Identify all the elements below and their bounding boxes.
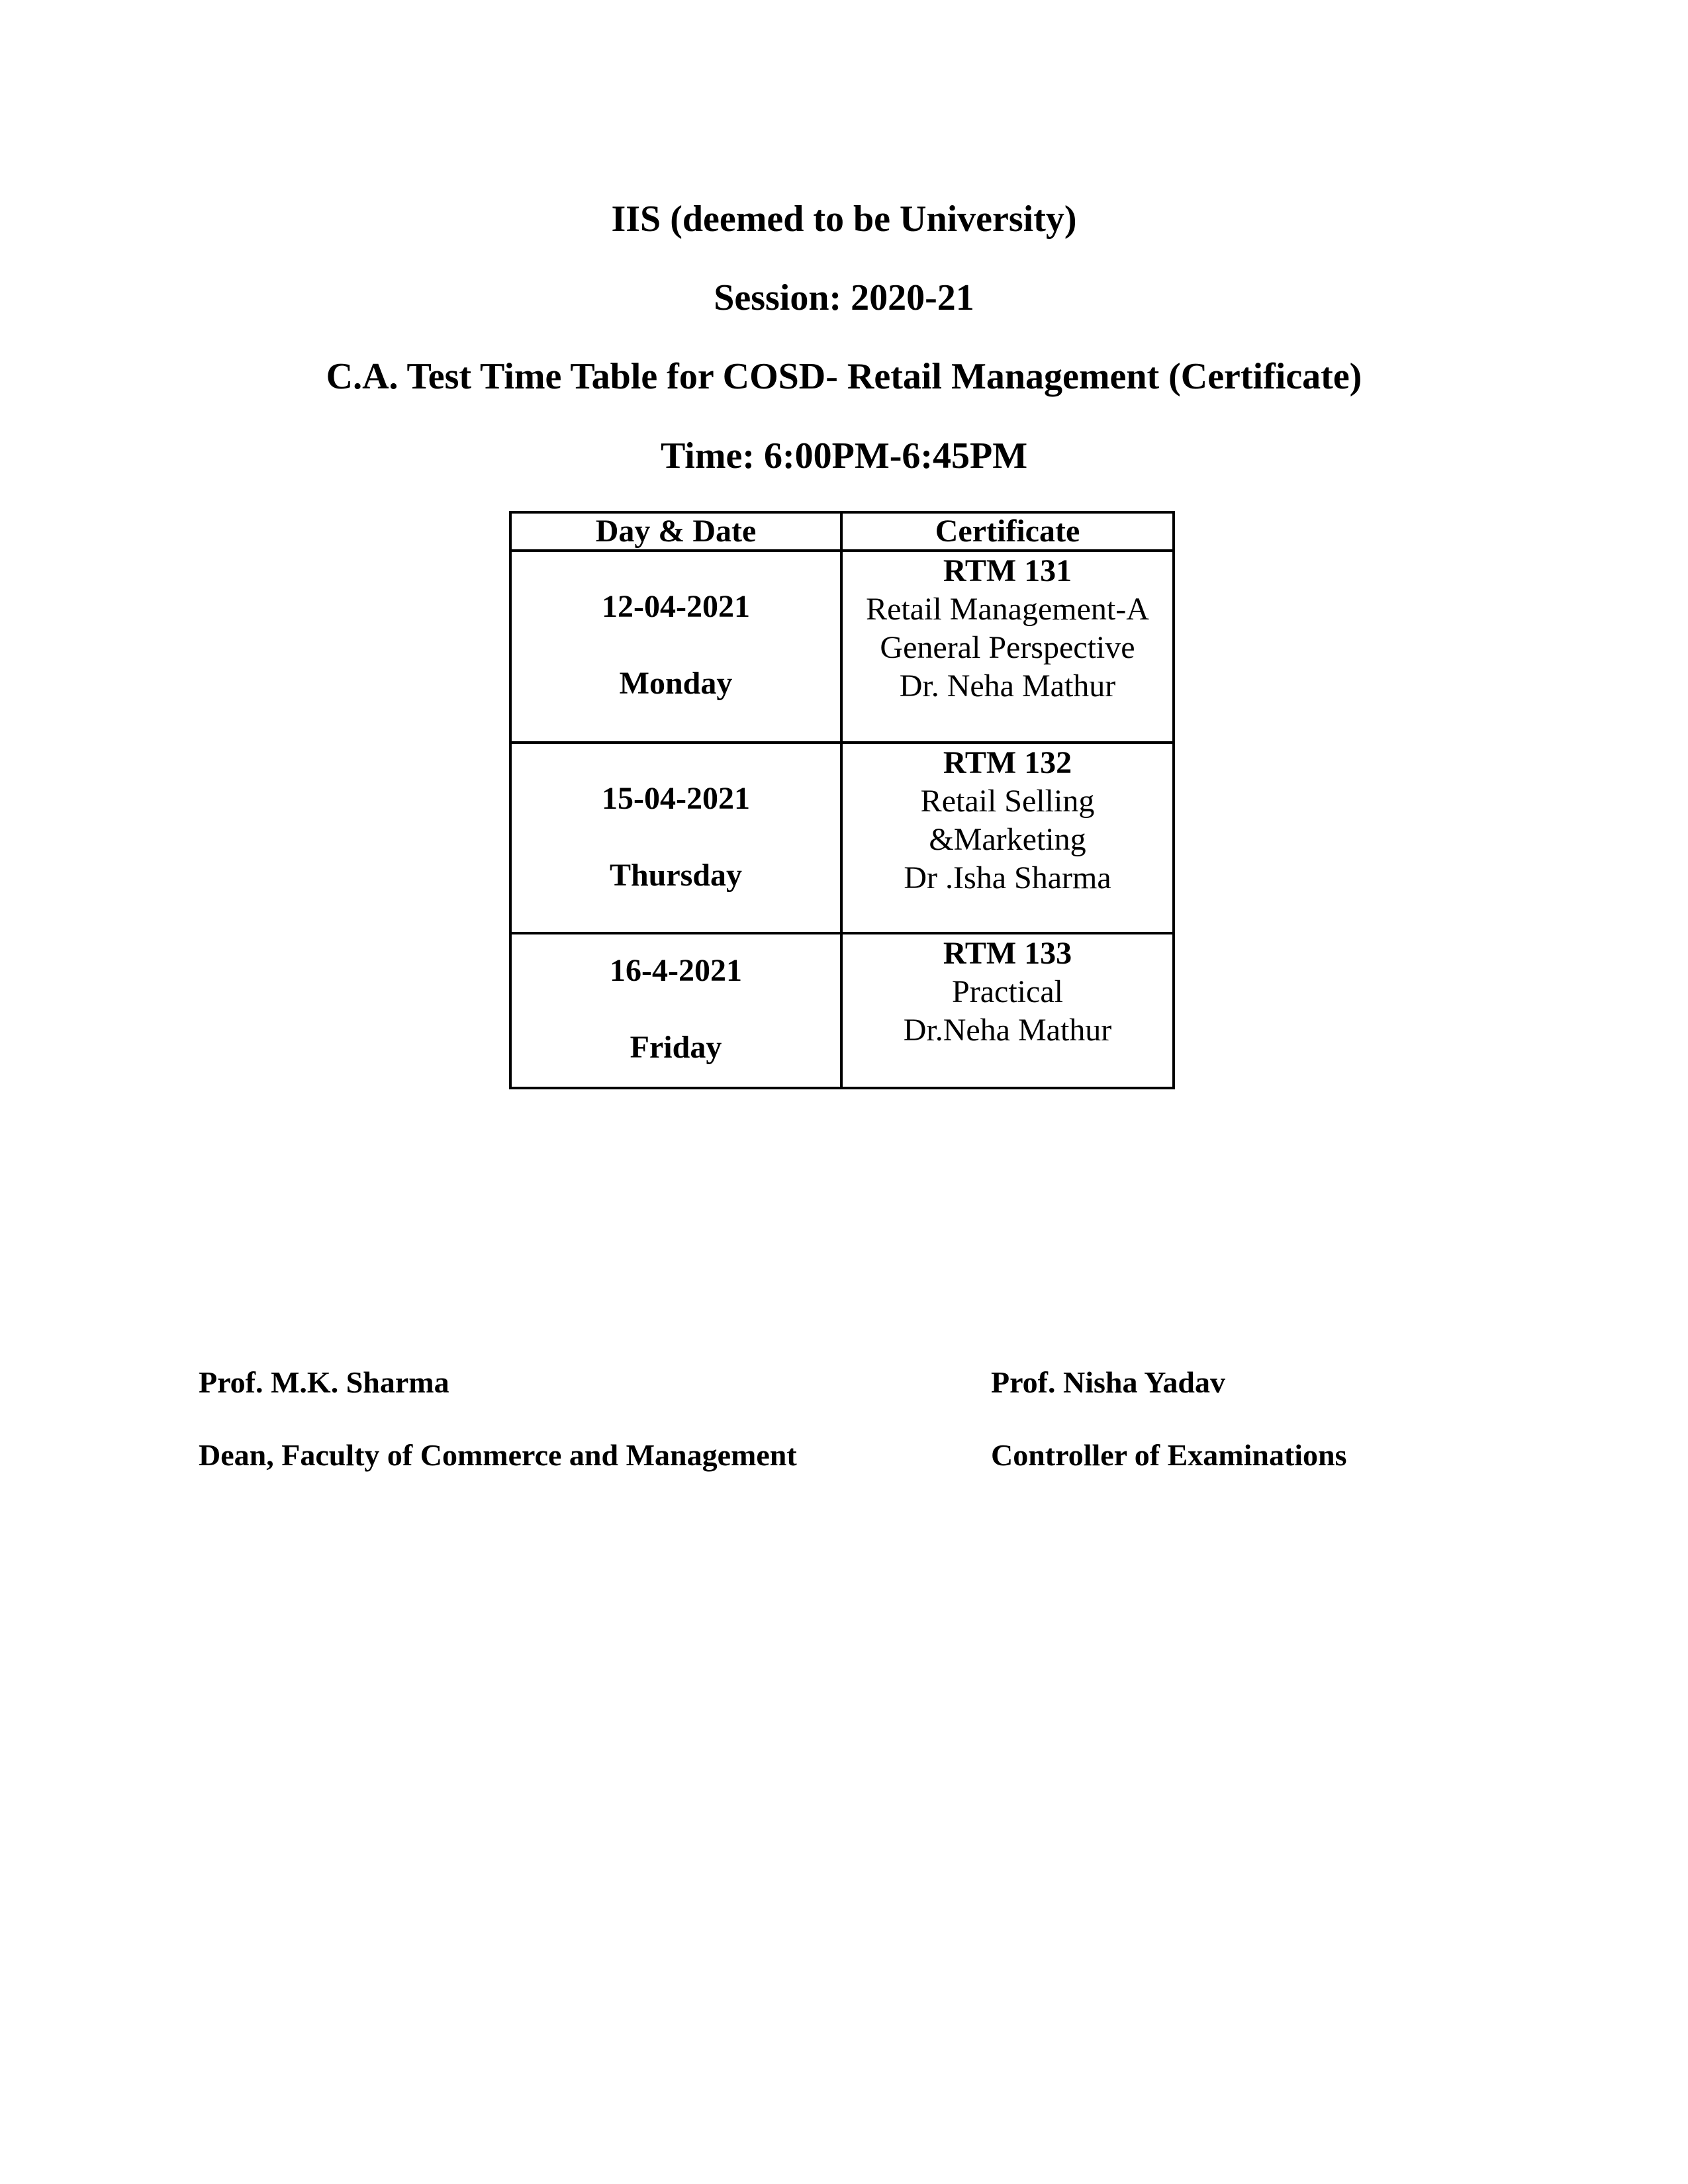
course-title-line: Retail Management-A bbox=[866, 592, 1149, 627]
certificate-cell bbox=[841, 551, 1174, 743]
university-name: IIS (deemed to be University) bbox=[611, 199, 1077, 240]
exam-day: Thursday bbox=[609, 858, 743, 893]
course-teacher: Dr .Isha Sharma bbox=[904, 860, 1111, 895]
dean-title: Dean, Faculty of Commerce and Management bbox=[199, 1438, 797, 1472]
table-row bbox=[510, 933, 1174, 1088]
day-date-cell bbox=[510, 933, 841, 1088]
course-title-line: General Perspective bbox=[880, 630, 1135, 665]
course-title-line: Retail Selling bbox=[920, 784, 1095, 819]
course-code: RTM 133 bbox=[943, 936, 1072, 971]
table-row bbox=[510, 743, 1174, 933]
exam-time: Time: 6:00PM-6:45PM bbox=[660, 435, 1028, 477]
course-code: RTM 132 bbox=[943, 745, 1072, 780]
course-teacher: Dr. Neha Mathur bbox=[899, 668, 1116, 704]
controller-name: Prof. Nisha Yadav bbox=[991, 1365, 1225, 1399]
course-title-line: Practical bbox=[952, 974, 1063, 1009]
column-header-certificate: Certificate bbox=[841, 512, 1174, 551]
exam-date: 16-4-2021 bbox=[610, 953, 742, 988]
page-title: C.A. Test Time Table for COSD- Retail Management (Certificate) bbox=[326, 356, 1362, 397]
certificate-cell bbox=[841, 933, 1174, 1088]
table-row bbox=[510, 551, 1174, 743]
day-date-cell bbox=[510, 551, 841, 743]
column-header-day-date: Day & Date bbox=[510, 512, 841, 551]
exam-day: Friday bbox=[630, 1030, 722, 1065]
session-label: Session: 2020-21 bbox=[714, 277, 974, 318]
course-teacher: Dr.Neha Mathur bbox=[903, 1013, 1112, 1048]
exam-date: 15-04-2021 bbox=[602, 781, 750, 816]
timetable bbox=[509, 511, 1175, 1089]
exam-day: Monday bbox=[619, 666, 733, 701]
course-code: RTM 131 bbox=[943, 553, 1072, 588]
table-header-row bbox=[510, 512, 1174, 551]
controller-title: Controller of Examinations bbox=[991, 1438, 1347, 1472]
certificate-cell bbox=[841, 743, 1174, 933]
dean-name: Prof. M.K. Sharma bbox=[199, 1365, 449, 1399]
day-date-cell bbox=[510, 743, 841, 933]
exam-date: 12-04-2021 bbox=[602, 589, 750, 624]
course-title-line: &Marketing bbox=[929, 822, 1086, 857]
